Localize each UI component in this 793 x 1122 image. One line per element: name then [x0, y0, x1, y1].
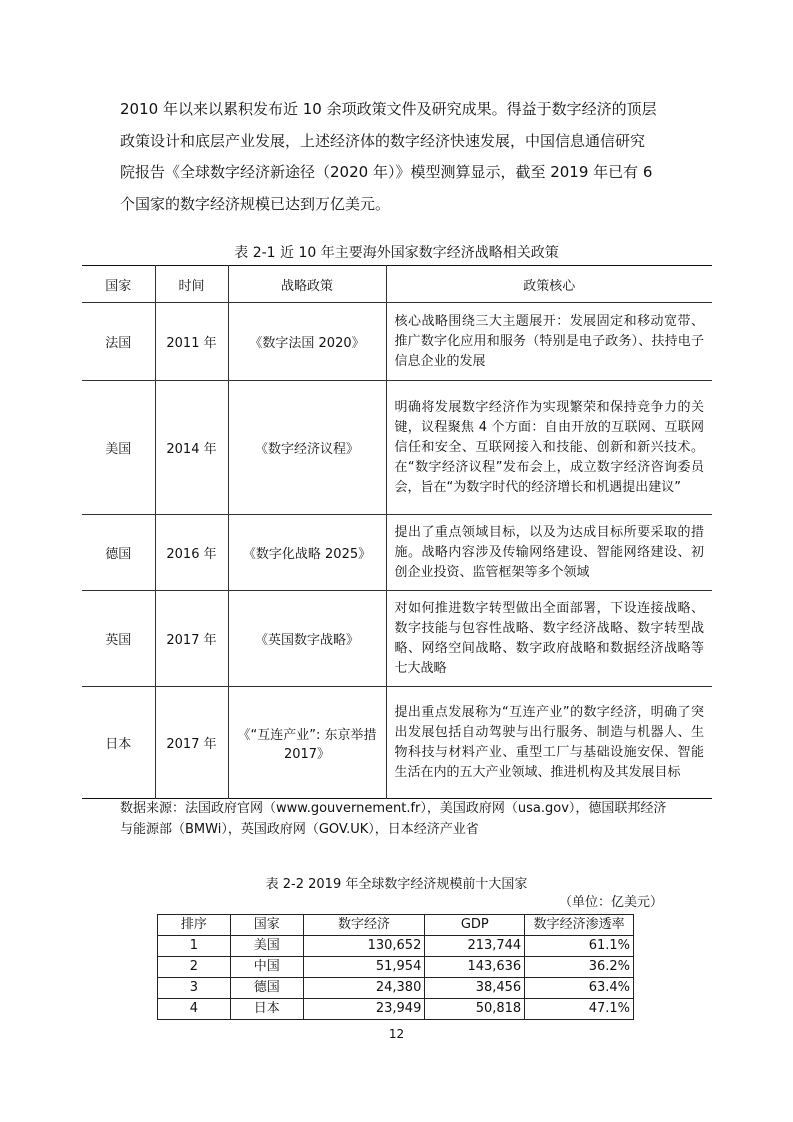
header-country: 国家: [105, 278, 132, 294]
cell-policy: 《数字法国 2020》: [228, 303, 386, 381]
cell-digital: 51,954: [303, 957, 425, 978]
ranking-table: [157, 914, 634, 1020]
cell-country: 德国: [230, 978, 303, 999]
table-row: [158, 957, 634, 978]
cell-year: 2017 年: [155, 687, 228, 799]
cell-digital: 24,380: [303, 978, 425, 999]
cell-core: 对如何推进数字转型做出全面部署，下设连接战略、数字技能与包容性战略、数字经济战略、数字转型战略、网络空间战略、数字政府战略和数据经济战略等七大战略: [386, 591, 712, 687]
cell-policy: 《数字化战略 2025》: [228, 515, 386, 591]
cell-rate: 36.2%: [525, 957, 634, 978]
cell-year: 2014 年: [155, 381, 228, 515]
table1-caption: 表 2-1 近 10 年主要海外国家数字经济战略相关政策: [234, 245, 559, 261]
cell-country: 中国: [230, 957, 303, 978]
table-header-row: [158, 915, 634, 936]
header-country: 国家: [230, 915, 303, 936]
table-row: [158, 936, 634, 957]
table-row: [158, 978, 634, 999]
cell-policy: 《数字经济议程》: [228, 381, 386, 515]
cell-digital: 23,949: [303, 999, 425, 1020]
source-line: 数据来源：法国政府官网（www.gouvernement.fr），美国政府网（usa.gov），德国联邦经济: [120, 801, 667, 816]
paragraph-line: 政策设计和底层产业发展，上述经济体的数字经济快速发展，中国信息通信研究: [120, 131, 646, 150]
cell-policy: 《“互连产业”: 东京举措 2017》: [228, 687, 386, 799]
cell-rank: 2: [158, 957, 231, 978]
paragraph-line: 2010 年以来以累积发布近 10 余项政策文件及研究成果。得益于数字经济的顶层: [120, 100, 657, 118]
cell-rate: 47.1%: [525, 999, 634, 1020]
cell-rank: 3: [158, 978, 231, 999]
table-row: [158, 999, 634, 1020]
paragraph-line: 院报告《全球数字经济新途径（2020 年）》模型测算显示，截至 2019 年已有 6: [120, 163, 653, 181]
cell-country: 美国: [230, 936, 303, 957]
paragraph-line: 个国家的数字经济规模已达到万亿美元。: [120, 194, 391, 213]
cell-country: 日本: [230, 999, 303, 1020]
header-policy: 战略政策: [228, 266, 386, 303]
cell-core: 核心战略围绕三大主题展开：发展固定和移动宽带、推广数字化应用和服务（特别是电子政务）、扶持电子信息企业的发展: [386, 303, 712, 381]
cell-core: 提出了重点领域目标，以及为达成目标所要采取的措施。战略内容涉及传输网络建设、智能网络建设、初创企业投资、监管框架等多个领域: [386, 515, 712, 591]
table-row: [82, 381, 712, 515]
cell-year: 2011 年: [155, 303, 228, 381]
header-digital: 数字经济: [303, 915, 425, 936]
table-row: [82, 591, 712, 687]
table-row: [82, 303, 712, 381]
cell-gdp: 213,744: [425, 936, 525, 957]
cell-year: 2016 年: [155, 515, 228, 591]
cell-rank: 4: [158, 999, 231, 1020]
cell-country: 美国: [105, 442, 132, 457]
table2-caption: 表 2-2 2019 年全球数字经济规模前十大国家: [265, 877, 528, 892]
cell-country: 日本: [105, 737, 132, 752]
cell-digital: 130,652: [303, 936, 425, 957]
table2-unit: （单位：亿美元）: [558, 895, 663, 910]
source-line: 与能源部（BMWi），英国政府网（GOV.UK），日本经济产业省: [120, 822, 479, 837]
cell-year: 2017 年: [155, 591, 228, 687]
body-paragraph: [120, 94, 680, 220]
table1-source-note: [120, 798, 710, 840]
cell-core: 明确将发展数字经济作为实现繁荣和保持竞争力的关键，议程聚焦 4 个方面：自由开放的互联网、互联网信任和安全、互联网接入和技能、创新和新兴技术。在“数字经济议程”发布会上，成立数字经济咨询委员会，旨在“为数字时代的经济增长和机遇提出建议”: [386, 381, 712, 515]
cell-rate: 63.4%: [525, 978, 634, 999]
cell-country: 英国: [105, 633, 132, 648]
policy-table: [82, 265, 712, 799]
cell-core: 提出重点发展称为“互连产业”的数字经济，明确了突出发展包括自动驾驶与出行服务、制造与机器人、生物科技与材料产业、重型工厂与基础设施安保、智能生活在内的五大产业领域、推进机构及其发展目标: [386, 687, 712, 799]
table-row: [82, 515, 712, 591]
table-row: [82, 687, 712, 799]
header-rate: 数字经济渗透率: [525, 915, 634, 936]
cell-gdp: 50,818: [425, 999, 525, 1020]
cell-rate: 61.1%: [525, 936, 634, 957]
cell-country: 法国: [105, 336, 132, 351]
header-core: 政策核心: [386, 266, 712, 303]
header-gdp: GDP: [425, 915, 525, 936]
cell-policy: 《英国数字战略》: [228, 591, 386, 687]
table-header-row: [82, 266, 712, 303]
cell-gdp: 38,456: [425, 978, 525, 999]
cell-rank: 1: [158, 936, 231, 957]
cell-country: 德国: [105, 547, 132, 562]
page-number: 12: [388, 1027, 405, 1041]
header-rank: 排序: [158, 915, 231, 936]
cell-gdp: 143,636: [425, 957, 525, 978]
header-year: 时间: [155, 266, 228, 303]
